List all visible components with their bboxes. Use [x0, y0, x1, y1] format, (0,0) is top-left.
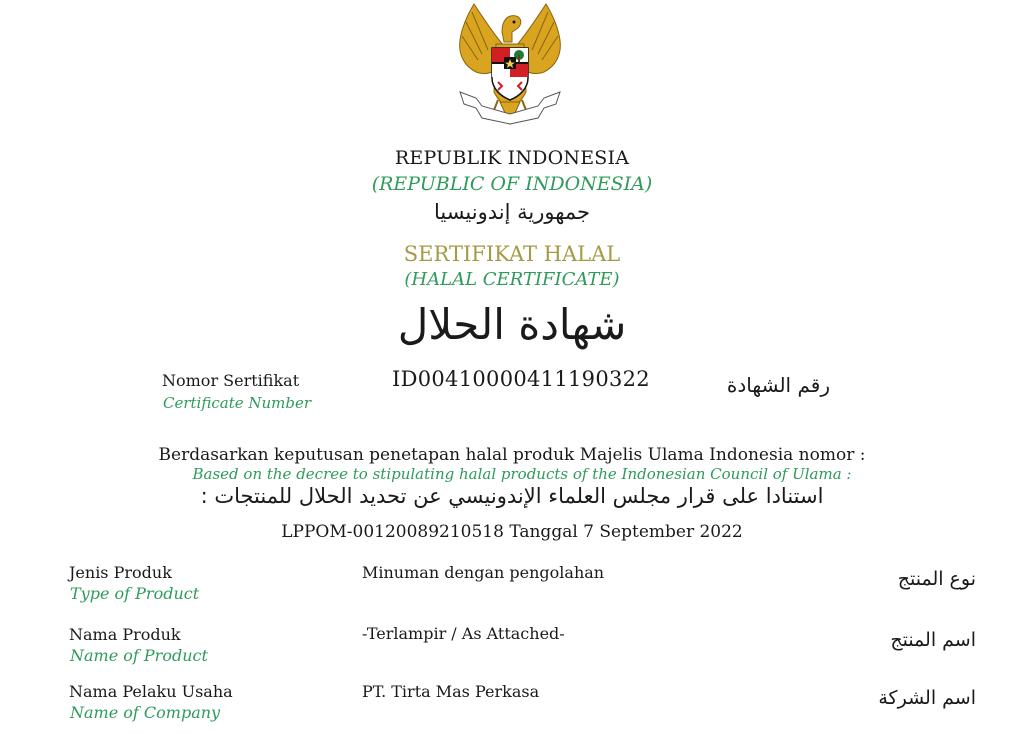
company-name-label: Nama Pelaku Usaha: [69, 682, 233, 701]
decree-text: Berdasarkan keputusan penetapan halal produk Majelis Ulama Indonesia nomor :: [158, 445, 866, 465]
republic-title-en: (REPUBLIC OF INDONESIA): [371, 173, 653, 195]
company-name-label-en: Name of Company: [70, 703, 221, 722]
decree-text-ar: استنادا على قرار مجلس العلماء الإندونيسي عن تحديد الحلال للمنتجات :: [200, 484, 824, 508]
product-name-label: Nama Produk: [69, 625, 181, 644]
product-type-label-ar: نوع المنتج: [897, 568, 976, 590]
product-type-label: Jenis Produk: [69, 563, 172, 582]
product-name-label-ar: اسم المنتج: [890, 629, 976, 651]
decree-text-en: Based on the decree to stipulating halal products of the Indonesian Council of Ulama :: [192, 465, 852, 483]
certificate-number-value: ID00410000411190322: [392, 367, 650, 391]
certificate-number-label-ar: رقم الشهادة: [726, 373, 830, 397]
product-name-value: -Terlampir / As Attached-: [362, 624, 565, 643]
company-name-label-ar: اسم الشركة: [878, 687, 976, 709]
republic-title-ar: جمهورية إندونيسيا: [433, 200, 591, 224]
product-name-label-en: Name of Product: [70, 646, 208, 665]
garuda-emblem-icon: [452, 2, 568, 130]
product-type-value: Minuman dengan pengolahan: [362, 563, 605, 582]
certificate-title-en: (HALAL CERTIFICATE): [404, 269, 620, 290]
republic-title: REPUBLIK INDONESIA: [394, 147, 630, 169]
company-name-value: PT. Tirta Mas Perkasa: [362, 682, 540, 701]
certificate-number-label-en: Certificate Number: [163, 394, 312, 412]
product-type-label-en: Type of Product: [70, 584, 200, 603]
certificate-title-ar: شهادة الحلال: [397, 300, 627, 349]
certificate-title: SERTIFIKAT HALAL: [403, 242, 621, 266]
certificate-number-label: Nomor Sertifikat: [162, 371, 300, 390]
decree-reference: LPPOM-00120089210518 Tanggal 7 September 2022: [281, 522, 743, 542]
